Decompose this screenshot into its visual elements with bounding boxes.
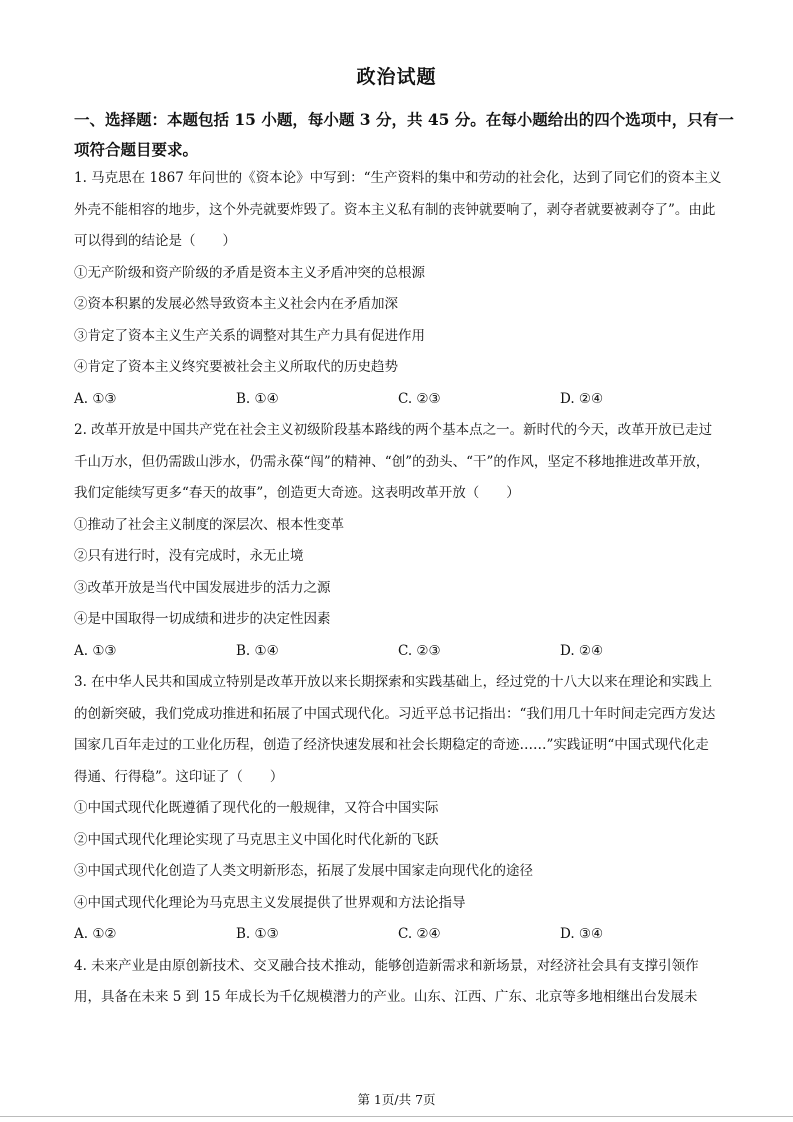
question-stem: 2. 改革开放是中国共产党在社会主义初级阶段基本路线的两个基本点之一。新时代的今天，改革开放已走过千山万水，但仍需跋山涉水，仍需永葆“闯”的精神、“创”的劲头、“干”的作风，坚定不移地推进改革开放，我们定能续写更多“春天的故事”，创造更大奇迹。这表明改革开放（ ）	[74, 422, 713, 501]
choice-b: B. ①④	[236, 642, 279, 659]
section-header: 一、选择题：本题包括 15 小题，每小题 3 分，共 45 分。在每小题给出的四个选项中，只有一项符合题目要求。	[74, 110, 734, 159]
choice-b: B. ①③	[236, 926, 279, 942]
question-stem: 3. 在中华人民共和国成立特别是改革开放以来长期探索和实践基础上，经过党的十八大以来在理论和实践上的创新突破，我们党成功推进和拓展了中国式现代化。习近平总书记指出：“我们用几十年时间走完西方发达国家几百年走过的工业化历程，创造了经济快速发展和社会长期稳定的奇迹……”实践证明“中国式现代化走得通、行得稳”。这印证了（ ）	[74, 674, 716, 785]
statement-option: ③改革开放是当代中国发展进步的活力之源	[74, 579, 331, 596]
question-stem: 1. 马克思在 1867 年问世的《资本论》中写到：“生产资料的集中和劳动的社会化，达到了同它们的资本主义外壳不能相容的地步，这个外壳就要炸毁了。资本主义私有制的丧钟就要响了，剥夺者就要被剥夺了”。由此可以得到的结论是（ ）	[74, 170, 722, 249]
statement-option: ④中国式现代化理论为马克思主义发展提供了世界观和方法论指导	[74, 894, 466, 911]
statement-option: ②资本积累的发展必然导致资本主义社会内在矛盾加深	[74, 296, 398, 312]
page-title: 政治试题	[356, 66, 437, 88]
answer-choices	[74, 384, 722, 416]
statement-option: ②只有进行时，没有完成时，永无止境	[74, 548, 304, 564]
statement-option: ④肯定了资本主义终究要被社会主义所取代的历史趋势	[74, 359, 398, 375]
choice-d: D. ②④	[560, 642, 604, 659]
statement-option: ①推动了社会主义制度的深层次、根本性变革	[74, 516, 344, 533]
choice-c: C. ②③	[398, 390, 441, 407]
question-4	[74, 951, 722, 1014]
choice-a: A. ①②	[74, 926, 117, 942]
choice-a: A. ①③	[74, 642, 117, 659]
choice-b: B. ①④	[236, 390, 279, 407]
answer-choices	[74, 636, 722, 668]
statement-option: ①中国式现代化既遵循了现代化的一般规律，又符合中国实际	[74, 800, 439, 816]
question-1	[74, 163, 722, 415]
page-number: 第 1页/共 7页	[357, 1092, 436, 1107]
statement-option: ①无产阶级和资产阶级的矛盾是资本主义矛盾冲突的总根源	[74, 264, 425, 281]
choice-d: D. ③④	[560, 926, 604, 942]
footer-divider	[0, 1116, 793, 1117]
statement-option: ③肯定了资本主义生产关系的调整对其生产力具有促进作用	[74, 327, 425, 344]
question-2	[74, 415, 722, 667]
choice-d: D. ②④	[560, 390, 604, 407]
statement-option: ④是中国取得一切成绩和进步的决定性因素	[74, 611, 331, 627]
statement-option: ③中国式现代化创造了人类文明新形态，拓展了发展中国家走向现代化的途径	[74, 863, 533, 879]
choice-c: C. ②④	[398, 926, 441, 942]
statement-option: ②中国式现代化理论实现了马克思主义中国化时代化新的飞跃	[74, 831, 439, 848]
answer-choices	[74, 919, 722, 951]
question-3	[74, 667, 722, 951]
question-stem: 4. 未来产业是由原创新技术、交叉融合技术推动，能够创造新需求和新场景，对经济社会具有支撑引领作用，具备在未来 5 到 15 年成长为千亿规模潜力的产业。山东、江西、广东、北京等多地相继出台发展未	[74, 957, 699, 1005]
questions-container	[74, 163, 722, 1014]
choice-a: A. ①③	[74, 390, 117, 407]
choice-c: C. ②③	[398, 642, 441, 659]
